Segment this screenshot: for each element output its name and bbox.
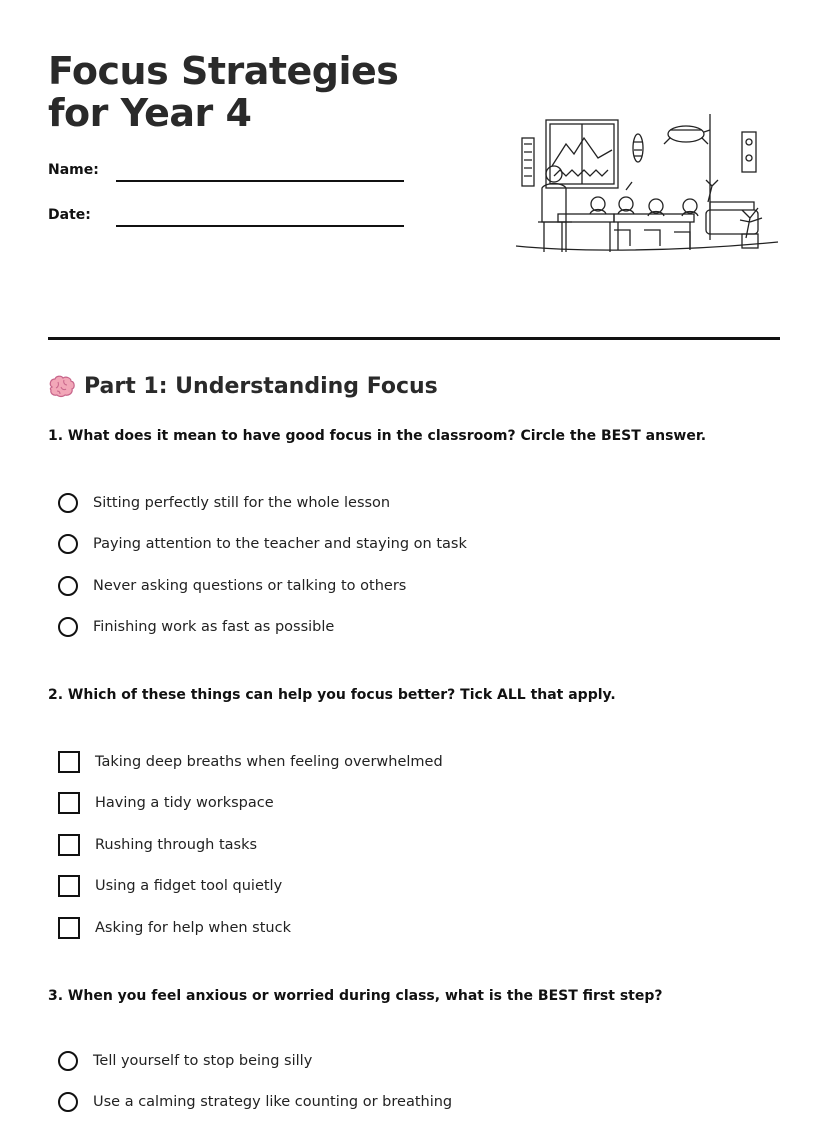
option-label: Using a fidget tool quietly <box>95 878 282 894</box>
radio-circle[interactable] <box>58 1051 78 1071</box>
tick-box[interactable] <box>58 834 80 856</box>
option-label: Rushing through tasks <box>95 837 257 853</box>
option-item[interactable] <box>58 741 443 783</box>
option-item[interactable] <box>58 824 443 866</box>
question-2: 2. Which of these things can help you focus better? Tick ALL that apply. <box>48 687 616 703</box>
classroom-illustration-icon <box>514 110 780 266</box>
date-label: Date: <box>48 207 91 223</box>
option-label: Finishing work as fast as possible <box>93 619 334 635</box>
name-field[interactable] <box>48 160 408 184</box>
question-2-options <box>58 741 443 949</box>
option-item[interactable] <box>58 907 443 949</box>
tick-box[interactable] <box>58 875 80 897</box>
name-write-line[interactable] <box>116 180 404 182</box>
radio-circle[interactable] <box>58 576 78 596</box>
option-label: Paying attention to the teacher and staying on task <box>93 536 467 552</box>
radio-circle[interactable] <box>58 534 78 554</box>
option-item[interactable] <box>58 524 467 566</box>
question-3: 3. When you feel anxious or worried during class, what is the BEST first step? <box>48 988 663 1004</box>
part1-heading <box>48 374 438 399</box>
option-item[interactable] <box>58 783 443 825</box>
option-item[interactable] <box>58 482 467 524</box>
option-item[interactable] <box>58 607 467 649</box>
option-item[interactable] <box>58 1040 452 1082</box>
radio-circle[interactable] <box>58 617 78 637</box>
tick-box[interactable] <box>58 917 80 939</box>
tick-box[interactable] <box>58 792 80 814</box>
option-label: Sitting perfectly still for the whole lesson <box>93 495 390 511</box>
tick-box[interactable] <box>58 751 80 773</box>
date-write-line[interactable] <box>116 225 404 227</box>
option-label: Tell yourself to stop being silly <box>93 1053 312 1069</box>
date-field[interactable] <box>48 205 408 229</box>
option-label: Having a tidy workspace <box>95 795 274 811</box>
option-label: Asking for help when stuck <box>95 920 291 936</box>
radio-circle[interactable] <box>58 493 78 513</box>
radio-circle[interactable] <box>58 1092 78 1112</box>
worksheet-title: Focus Strategies for Year 4 <box>48 50 468 134</box>
name-label: Name: <box>48 162 99 178</box>
part1-title: Part 1: Understanding Focus <box>84 374 438 399</box>
brain-icon <box>48 375 76 399</box>
option-item[interactable] <box>58 866 443 908</box>
section-divider <box>48 337 780 340</box>
question-3-options <box>58 1040 452 1123</box>
option-label: Use a calming strategy like counting or breathing <box>93 1094 452 1110</box>
option-item[interactable] <box>58 1082 452 1123</box>
question-1-options <box>58 482 467 648</box>
option-label: Taking deep breaths when feeling overwhelmed <box>95 754 443 770</box>
option-item[interactable] <box>58 565 467 607</box>
option-label: Never asking questions or talking to others <box>93 578 406 594</box>
question-1: 1. What does it mean to have good focus in the classroom? Circle the BEST answer. <box>48 428 706 444</box>
